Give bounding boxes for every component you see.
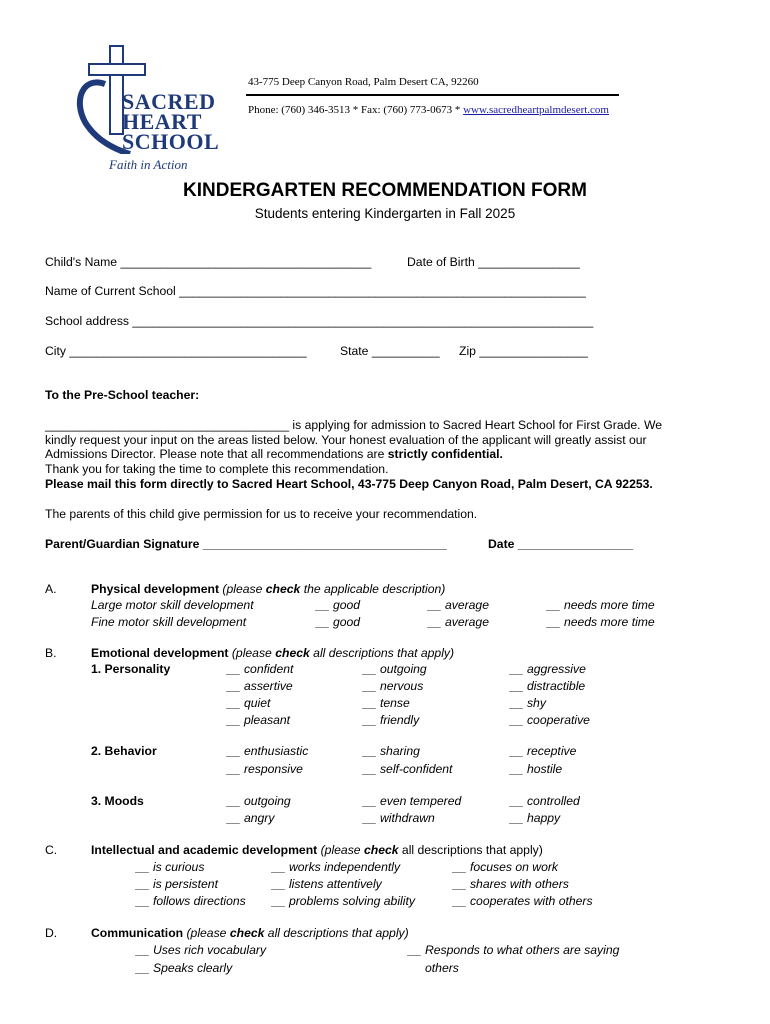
zip-field[interactable]: Zip ________________ — [459, 344, 588, 358]
state-field[interactable]: State __________ — [340, 344, 440, 358]
dob-field[interactable]: Date of Birth _______________ — [407, 255, 580, 269]
logo-text-heart: HEART — [122, 109, 202, 134]
section-b-check: check — [275, 646, 310, 660]
option-outgoing[interactable]: __ outgoing — [363, 662, 427, 676]
option-shares-with-others[interactable]: __ shares with others — [453, 877, 569, 891]
option-works-independently[interactable]: __ works independently — [272, 860, 401, 874]
fine-motor-good[interactable]: __ good — [316, 615, 361, 629]
option-mood-outgoing[interactable]: __ outgoing — [227, 794, 291, 808]
section-c-check: check — [363, 843, 399, 857]
fine-motor-needs-more-time[interactable]: __ needs more time — [547, 615, 655, 629]
option-is-curious[interactable]: __ is curious — [136, 860, 205, 874]
header-divider — [246, 94, 619, 96]
section-a-letter: A. — [45, 582, 57, 596]
section-a-check: check — [265, 582, 301, 596]
intro-line-4: Thank you for taking the time to complete this recommendation. — [45, 462, 389, 476]
signature-date-field[interactable]: Date _________________ — [488, 537, 634, 551]
personality-label: 1. Personality — [91, 662, 171, 676]
section-d-letter: D. — [45, 926, 58, 940]
fine-motor-average[interactable]: __ average — [428, 615, 489, 629]
section-d-note: (please — [183, 926, 230, 940]
signature-field[interactable]: Parent/Guardian Signature ____________________________________ — [45, 537, 447, 551]
section-c-title: Intellectual and academic development — [91, 843, 318, 857]
section-a-title: Physical development — [91, 582, 220, 596]
option-rich-vocabulary[interactable]: __ Uses rich vocabulary — [136, 943, 267, 957]
header-address: 43-775 Deep Canyon Road, Palm Desert CA, 92260 — [248, 76, 479, 88]
header-contact — [248, 104, 609, 116]
website-link[interactable]: www.sacredheartpalmdesert.com — [463, 104, 609, 116]
section-d-check: check — [229, 926, 265, 940]
intro-line-1[interactable]: ____________________________________ is applying for admission to Sacred Heart School for First Grade. We — [45, 418, 663, 432]
section-b-note: (please — [228, 646, 276, 660]
logo-text-school: SCHOOL — [122, 129, 220, 154]
section-b-letter: B. — [45, 646, 57, 660]
option-even-tempered[interactable]: __ even tempered — [363, 794, 462, 808]
option-speaks-clearly[interactable]: __ Speaks clearly — [136, 961, 233, 975]
option-confident[interactable]: __ confident — [227, 662, 294, 676]
school-logo — [75, 44, 225, 174]
phone-fax: Phone: (760) 346-3513 * Fax: (760) 773-0673 * — [248, 104, 464, 116]
large-motor-needs-more-time[interactable]: __ needs more time — [547, 598, 655, 612]
option-focuses-on-work[interactable]: __ focuses on work — [453, 860, 559, 874]
option-sharing[interactable]: __ sharing — [363, 744, 420, 758]
school-address-field[interactable]: School address ____________________________________________________________________ — [45, 314, 594, 328]
logo-tagline: Faith in Action — [109, 157, 188, 172]
confidential-text: strictly confidential. — [387, 447, 503, 461]
option-responds-continued: others — [425, 961, 459, 975]
section-c-heading — [91, 843, 543, 857]
option-withdrawn[interactable]: __ withdrawn — [363, 811, 435, 825]
moods-label: 3. Moods — [91, 794, 144, 808]
section-d-heading — [91, 926, 409, 940]
option-cooperative[interactable]: __ cooperative — [510, 713, 590, 727]
behavior-label: 2. Behavior — [91, 744, 157, 758]
option-pleasant[interactable]: __ pleasant — [227, 713, 291, 727]
option-cooperates-with-others[interactable]: __ cooperates with others — [453, 894, 593, 908]
section-c-note-end: all descriptions that apply) — [398, 843, 543, 857]
option-responsive[interactable]: __ responsive — [227, 762, 303, 776]
section-a-heading — [91, 582, 445, 596]
section-d-note-end: all descriptions that apply) — [264, 926, 409, 940]
option-distractible[interactable]: __ distractible — [510, 679, 586, 693]
option-receptive[interactable]: __ receptive — [510, 744, 577, 758]
option-self-confident[interactable]: __ self-confident — [363, 762, 453, 776]
option-hostile[interactable]: __ hostile — [510, 762, 563, 776]
option-assertive[interactable]: __ assertive — [227, 679, 293, 693]
option-responds-to-others[interactable]: __ Responds to what others are saying — [408, 943, 620, 957]
option-enthusiastic[interactable]: __ enthusiastic — [227, 744, 309, 758]
section-d-title: Communication — [91, 926, 184, 940]
option-aggressive[interactable]: __ aggressive — [510, 662, 586, 676]
option-is-persistent[interactable]: __ is persistent — [136, 877, 218, 891]
option-friendly[interactable]: __ friendly — [363, 713, 420, 727]
section-a-note: (please — [219, 582, 266, 596]
section-b-note-end: all descriptions that apply) — [309, 646, 455, 660]
option-follows-directions[interactable]: __ follows directions — [136, 894, 246, 908]
option-tense[interactable]: __ tense — [363, 696, 410, 710]
current-school-field[interactable]: Name of Current School ____________________________________________________________ — [45, 284, 586, 298]
section-a-note-end: the applicable description) — [300, 582, 446, 596]
option-angry[interactable]: __ angry — [227, 811, 275, 825]
option-controlled[interactable]: __ controlled — [510, 794, 580, 808]
section-b-heading — [91, 646, 454, 660]
option-nervous[interactable]: __ nervous — [363, 679, 424, 693]
option-happy[interactable]: __ happy — [510, 811, 561, 825]
form-subtitle: Students entering Kindergarten in Fall 2025 — [254, 206, 516, 221]
large-motor-average[interactable]: __ average — [428, 598, 489, 612]
teacher-heading: To the Pre-School teacher: — [45, 388, 200, 402]
logo-text-sacred: SACRED — [122, 89, 216, 114]
city-field[interactable]: City ___________________________________ — [45, 344, 307, 358]
child-name-field[interactable]: Child's Name _____________________________________ — [45, 255, 372, 269]
section-b-title: Emotional development — [91, 646, 229, 660]
section-c-note: (please — [317, 843, 364, 857]
intro-line-3a: Admissions Director. Please note that all recommendations are — [45, 447, 388, 461]
form-title: KINDERGARTEN RECOMMENDATION FORM — [183, 180, 587, 201]
intro-line-2: kindly request your input on the areas listed below. Your honest evaluation of the applicant will greatly assist our — [45, 433, 647, 447]
section-c-letter: C. — [45, 843, 58, 857]
option-problem-solving[interactable]: __ problems solving ability — [272, 894, 415, 908]
option-shy[interactable]: __ shy — [510, 696, 546, 710]
mail-instruction: Please mail this form directly to Sacred Heart School, 43-775 Deep Canyon Road, Palm Desert, CA 92253. — [45, 477, 653, 491]
permission-text: The parents of this child give permission for us to receive your recommendation. — [45, 507, 478, 521]
fine-motor-label: Fine motor skill development — [91, 615, 247, 629]
large-motor-label: Large motor skill development — [91, 598, 254, 612]
option-listens-attentively[interactable]: __ listens attentively — [272, 877, 382, 891]
large-motor-good[interactable]: __ good — [316, 598, 361, 612]
intro-line-3 — [45, 447, 503, 461]
option-quiet[interactable]: __ quiet — [227, 696, 271, 710]
